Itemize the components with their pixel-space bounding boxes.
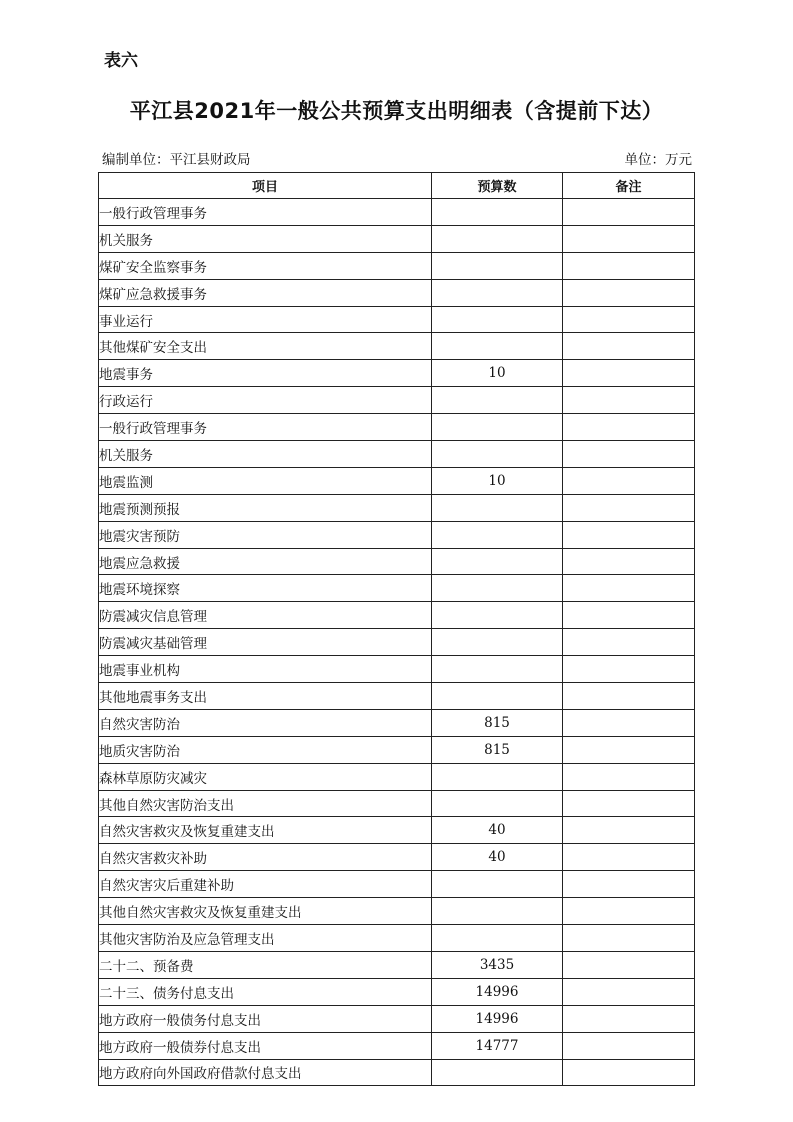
row-item-label: 行政运行 [99, 387, 432, 414]
row-budget-amount [432, 199, 563, 226]
row-note [563, 199, 695, 226]
row-budget-amount [432, 763, 563, 790]
row-budget-amount: 14996 [432, 978, 563, 1005]
row-note [563, 306, 695, 333]
row-budget-amount [432, 306, 563, 333]
table-row [99, 871, 695, 898]
table-row [99, 306, 695, 333]
row-budget-amount [432, 333, 563, 360]
table-row [99, 1059, 695, 1086]
row-note [563, 333, 695, 360]
row-note [563, 898, 695, 925]
row-budget-amount: 10 [432, 360, 563, 387]
row-item-label: 一般行政管理事务 [99, 199, 432, 226]
meta-row [102, 148, 692, 168]
row-item-label: 机关服务 [99, 225, 432, 252]
table-row [99, 925, 695, 952]
row-item-label: 地方政府一般债券付息支出 [99, 1032, 432, 1059]
row-note [563, 387, 695, 414]
row-note [563, 925, 695, 952]
row-item-label: 地震事务 [99, 360, 432, 387]
table-row [99, 736, 695, 763]
row-note [563, 279, 695, 306]
table-row [99, 441, 695, 468]
table-row [99, 414, 695, 441]
row-item-label: 煤矿安全监察事务 [99, 252, 432, 279]
row-item-label: 煤矿应急救援事务 [99, 279, 432, 306]
table-row [99, 333, 695, 360]
page-label: 表六 [104, 51, 138, 71]
row-budget-amount [432, 521, 563, 548]
row-budget-amount [432, 898, 563, 925]
row-budget-amount [432, 790, 563, 817]
row-item-label: 地方政府一般债务付息支出 [99, 1005, 432, 1032]
row-budget-amount [432, 656, 563, 683]
row-budget-amount [432, 414, 563, 441]
table-row [99, 844, 695, 871]
row-note [563, 790, 695, 817]
row-budget-amount [432, 225, 563, 252]
row-item-label: 其他灾害防治及应急管理支出 [99, 925, 432, 952]
table-row [99, 521, 695, 548]
row-budget-amount [432, 1059, 563, 1086]
row-note [563, 1059, 695, 1086]
table-row [99, 360, 695, 387]
row-note [563, 494, 695, 521]
row-note [563, 252, 695, 279]
row-note [563, 548, 695, 575]
row-budget-amount [432, 602, 563, 629]
row-item-label: 其他自然灾害防治支出 [99, 790, 432, 817]
row-budget-amount: 40 [432, 844, 563, 871]
row-budget-amount [432, 252, 563, 279]
row-note [563, 1032, 695, 1059]
table-row [99, 467, 695, 494]
row-item-label: 事业运行 [99, 306, 432, 333]
row-item-label: 地震灾害预防 [99, 521, 432, 548]
row-note [563, 575, 695, 602]
row-budget-amount: 815 [432, 736, 563, 763]
row-budget-amount: 815 [432, 709, 563, 736]
row-item-label: 森林草原防灾减灾 [99, 763, 432, 790]
table-row [99, 387, 695, 414]
row-note [563, 1005, 695, 1032]
table-row [99, 602, 695, 629]
row-budget-amount [432, 871, 563, 898]
table-row [99, 683, 695, 710]
table-header-row [99, 173, 695, 199]
row-item-label: 地震事业机构 [99, 656, 432, 683]
header-note: 备注 [563, 173, 695, 199]
row-note [563, 602, 695, 629]
row-budget-amount [432, 494, 563, 521]
table-row [99, 1005, 695, 1032]
row-note [563, 521, 695, 548]
row-note [563, 709, 695, 736]
compiling-unit: 编制单位：平江县财政局 [102, 152, 251, 168]
currency-unit: 单位：万元 [624, 152, 692, 168]
budget-table [98, 172, 695, 1086]
row-note [563, 360, 695, 387]
table-row [99, 656, 695, 683]
row-note [563, 414, 695, 441]
table-row [99, 763, 695, 790]
table-row [99, 199, 695, 226]
row-budget-amount [432, 441, 563, 468]
row-note [563, 951, 695, 978]
row-budget-amount: 14777 [432, 1032, 563, 1059]
row-budget-amount [432, 387, 563, 414]
table-row [99, 898, 695, 925]
row-budget-amount: 3435 [432, 951, 563, 978]
row-item-label: 地震环境探察 [99, 575, 432, 602]
row-item-label: 二十二、预备费 [99, 951, 432, 978]
row-item-label: 地质灾害防治 [99, 736, 432, 763]
row-note [563, 871, 695, 898]
row-item-label: 自然灾害防治 [99, 709, 432, 736]
row-budget-amount [432, 629, 563, 656]
row-note [563, 629, 695, 656]
row-item-label: 自然灾害灾后重建补助 [99, 871, 432, 898]
row-item-label: 一般行政管理事务 [99, 414, 432, 441]
header-amount: 预算数 [432, 173, 563, 199]
table-row [99, 1032, 695, 1059]
row-note [563, 656, 695, 683]
row-budget-amount [432, 683, 563, 710]
row-budget-amount: 14996 [432, 1005, 563, 1032]
table-row [99, 709, 695, 736]
row-item-label: 地震监测 [99, 467, 432, 494]
document-title: 平江县2021年一般公共预算支出明细表（含提前下达） [129, 99, 664, 123]
row-note [563, 683, 695, 710]
row-note [563, 978, 695, 1005]
row-item-label: 二十三、债务付息支出 [99, 978, 432, 1005]
table-row [99, 629, 695, 656]
row-budget-amount [432, 575, 563, 602]
row-item-label: 自然灾害救灾补助 [99, 844, 432, 871]
table-row [99, 279, 695, 306]
row-budget-amount: 40 [432, 817, 563, 844]
row-item-label: 防震减灾基础管理 [99, 629, 432, 656]
table-row [99, 494, 695, 521]
row-item-label: 其他煤矿安全支出 [99, 333, 432, 360]
table-row [99, 225, 695, 252]
row-budget-amount [432, 279, 563, 306]
table-row [99, 252, 695, 279]
table-row [99, 575, 695, 602]
table-row [99, 951, 695, 978]
row-budget-amount [432, 548, 563, 575]
table-row [99, 978, 695, 1005]
row-item-label: 地震预测预报 [99, 494, 432, 521]
row-item-label: 地方政府向外国政府借款付息支出 [99, 1059, 432, 1086]
row-budget-amount [432, 925, 563, 952]
row-item-label: 其他自然灾害救灾及恢复重建支出 [99, 898, 432, 925]
table-row [99, 548, 695, 575]
row-note [563, 763, 695, 790]
row-note [563, 844, 695, 871]
table-row [99, 790, 695, 817]
row-note [563, 736, 695, 763]
row-item-label: 防震减灾信息管理 [99, 602, 432, 629]
row-note [563, 467, 695, 494]
row-item-label: 机关服务 [99, 441, 432, 468]
table-row [99, 817, 695, 844]
table-body [99, 199, 695, 1086]
row-item-label: 自然灾害救灾及恢复重建支出 [99, 817, 432, 844]
row-note [563, 817, 695, 844]
header-item: 项目 [99, 173, 432, 199]
row-note [563, 441, 695, 468]
row-item-label: 其他地震事务支出 [99, 683, 432, 710]
row-note [563, 225, 695, 252]
row-item-label: 地震应急救援 [99, 548, 432, 575]
row-budget-amount: 10 [432, 467, 563, 494]
